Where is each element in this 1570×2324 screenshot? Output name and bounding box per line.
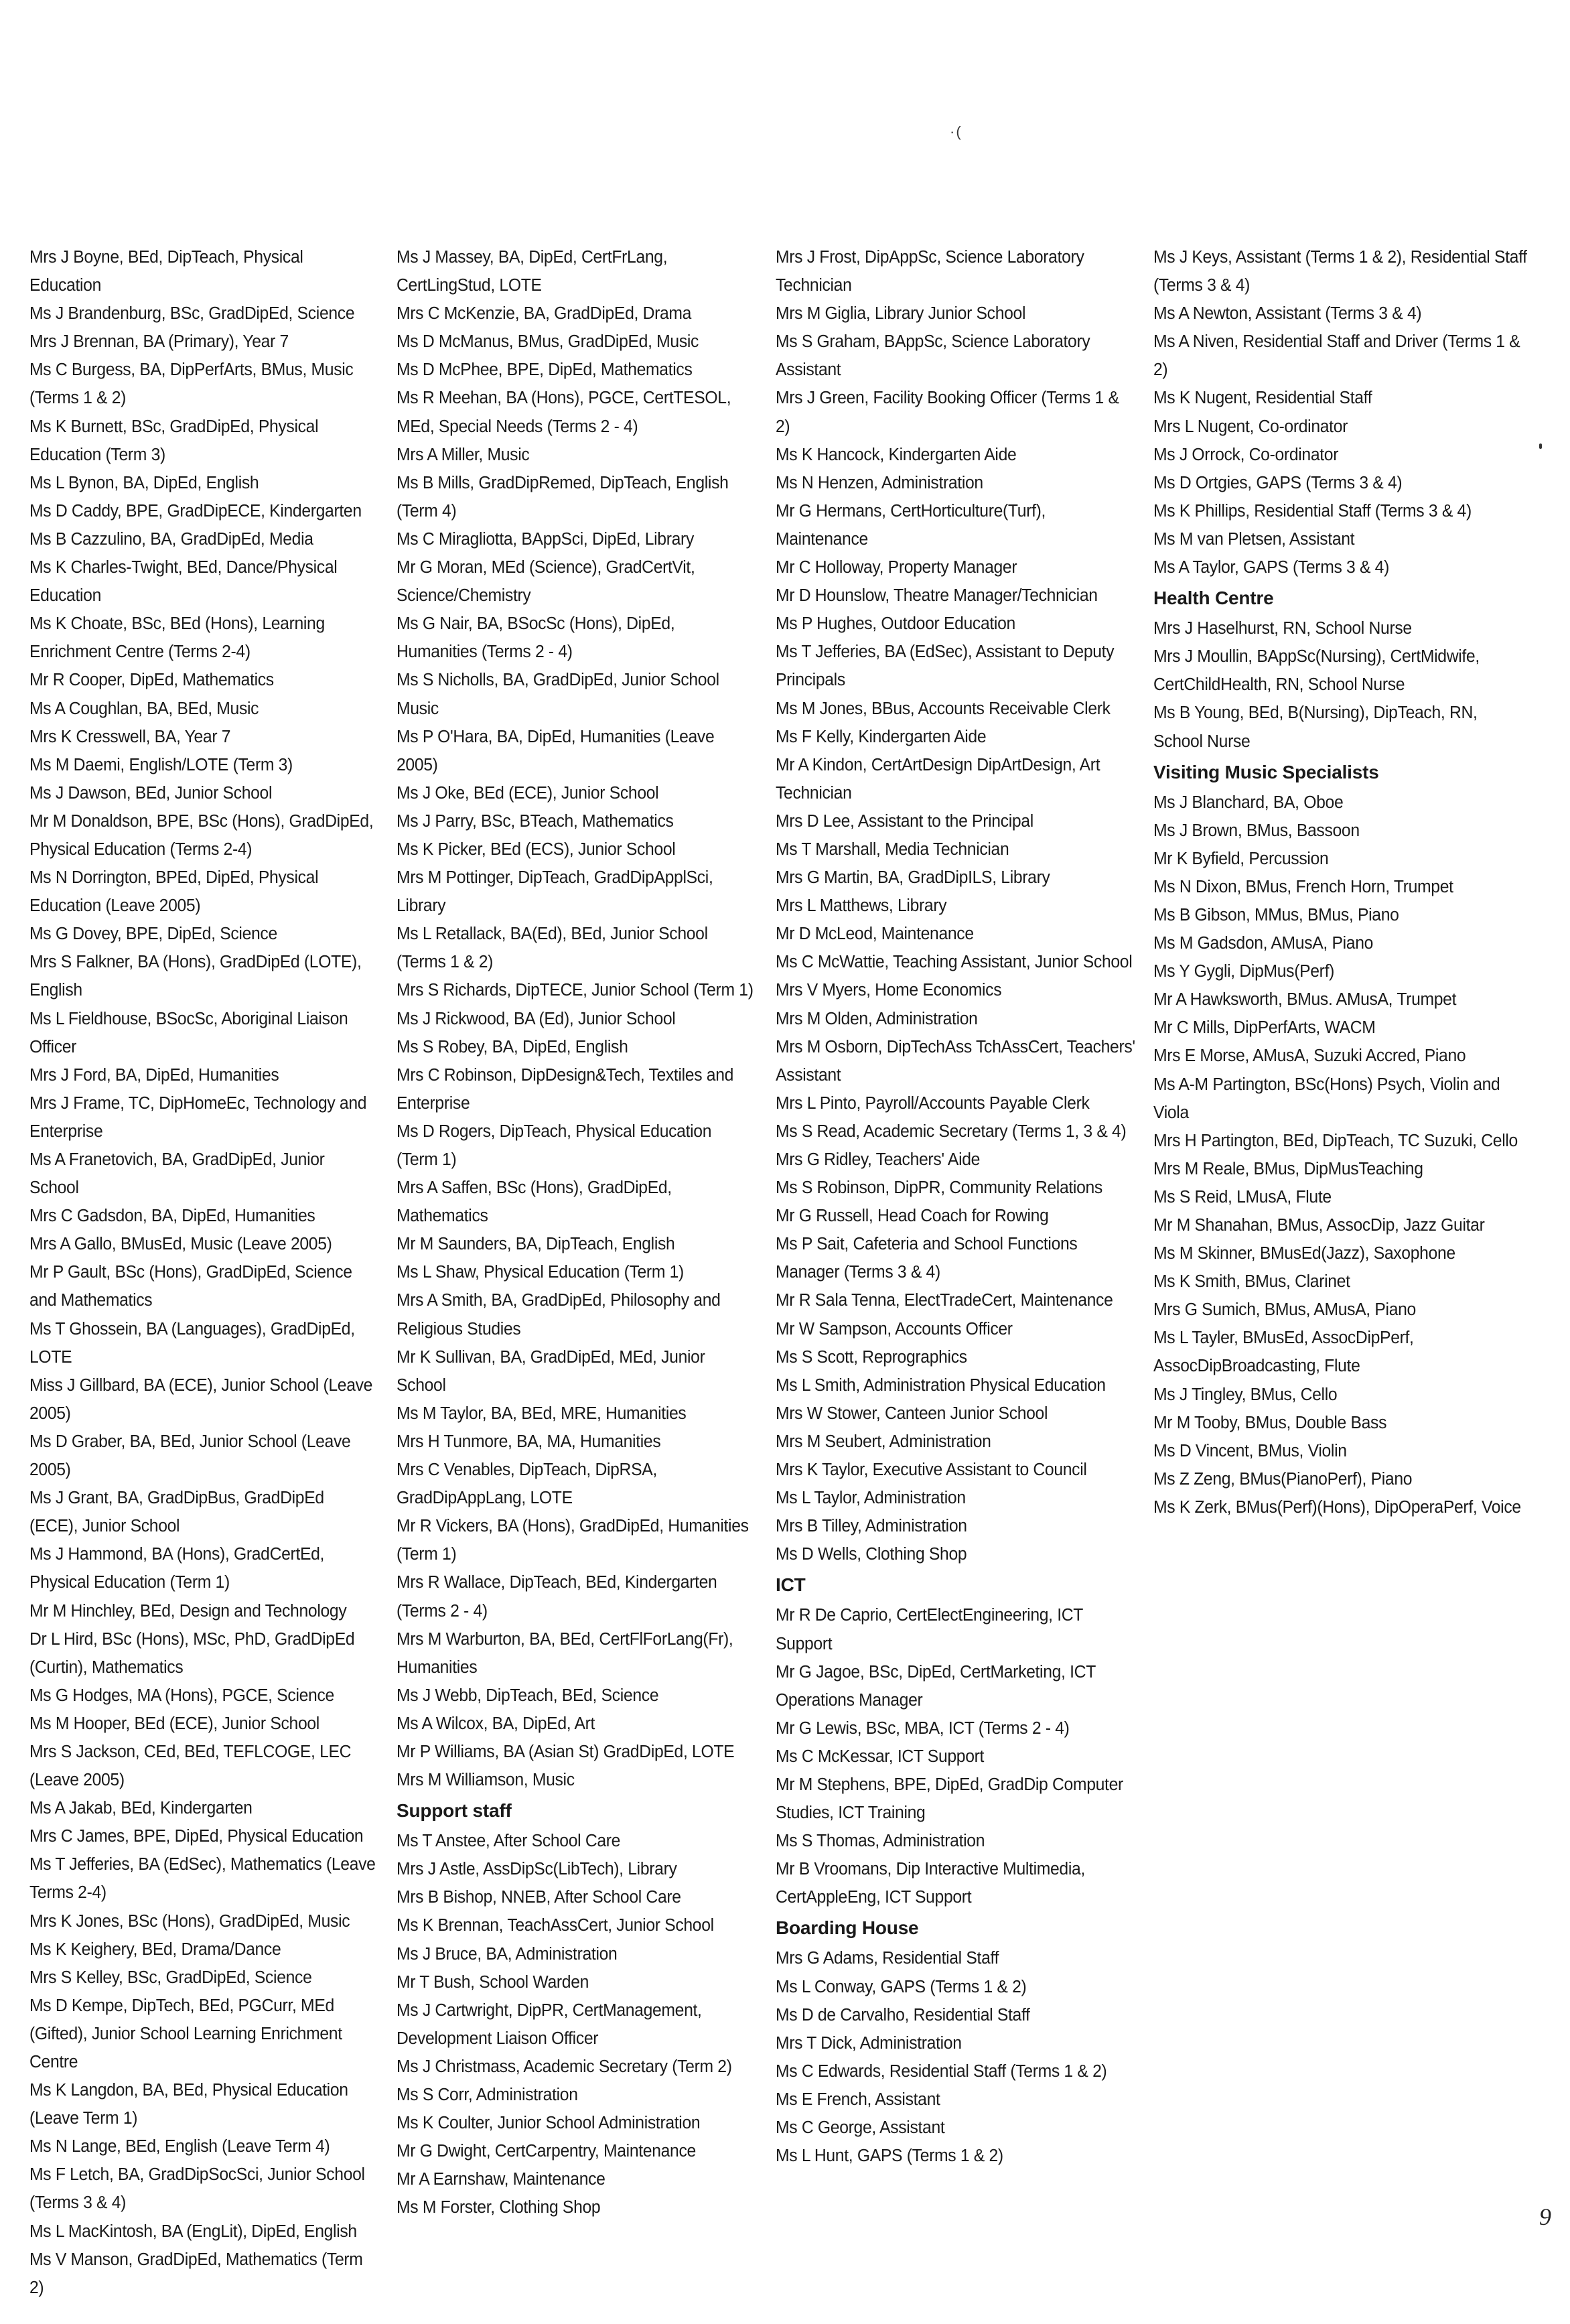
staff-entry: Ms K Choate, BSc, BEd (Hons), Learning Enrichment Centre (Terms 2-4) [29, 613, 325, 662]
staff-entry: Ms A Taylor, GAPS (Terms 3 & 4) [1153, 557, 1390, 577]
staff-entry: Ms K Phillips, Residential Staff (Terms 3 & 4) [1153, 500, 1472, 521]
staff-entry: Ms P Sait, Cafeteria and School Functions Manager (Terms 3 & 4) [776, 1233, 1078, 1282]
staff-entry: Ms M Skinner, BMusEd(Jazz), Saxophone [1153, 1243, 1455, 1263]
staff-entry: Ms F Kelly, Kindergarten Aide [776, 726, 987, 746]
staff-entry: Ms N Henzen, Administration [776, 472, 983, 492]
staff-entry: Ms T Anstee, After School Care [397, 1830, 621, 1851]
staff-entry: Ms A Niven, Residential Staff and Driver (Terms 1 & 2) [1153, 331, 1520, 380]
staff-entry: Mrs M Williamson, Music [397, 1769, 575, 1790]
staff-entry: Mr C Mills, DipPerfArts, WACM [1153, 1017, 1376, 1038]
staff-entry: Ms L Shaw, Physical Education (Term 1) [397, 1261, 684, 1282]
staff-entry: Mr A Hawksworth, BMus. AMusA, Trumpet [1153, 989, 1457, 1010]
staff-entry: Ms B Young, BEd, B(Nursing), DipTeach, RN, School Nurse [1153, 702, 1478, 751]
staff-entry: Mrs M Osborn, DipTechAss TchAssCert, Teachers' Assistant [776, 1036, 1135, 1085]
staff-entry: Mr P Gault, BSc (Hons), GradDipEd, Science and Mathematics [29, 1261, 352, 1310]
staff-entry: Ms N Dixon, BMus, French Horn, Trumpet [1153, 876, 1453, 896]
staff-entry: Ms S Read, Academic Secretary (Terms 1, 3 & 4) [776, 1120, 1127, 1141]
staff-entry: Mrs A Gallo, BMusEd, Music (Leave 2005) [29, 1233, 332, 1254]
staff-entry: Mr A Kindon, CertArtDesign DipArtDesign, Art Technician [776, 754, 1100, 803]
staff-entry: Ms K Hancock, Kindergarten Aide [776, 443, 1017, 464]
staff-entry: Mrs C McKenzie, BA, GradDipEd, Drama [397, 303, 692, 324]
staff-entry: Ms B Cazzulino, BA, GradDipEd, Media [29, 528, 313, 549]
staff-entry: Mr M Donaldson, BPE, BSc (Hons), GradDipEd, Physical Education (Terms 2-4) [29, 810, 374, 859]
staff-entry: Mrs K Taylor, Executive Assistant to Council [776, 1459, 1087, 1480]
staff-entry: Mrs J Frame, TC, DipHomeEc, Technology and Enterprise [29, 1092, 367, 1141]
staff-entry: Mr M Stephens, BPE, DipEd, GradDip Computer Studies, ICT Training [776, 1773, 1123, 1823]
staff-entry: Ms B Mills, GradDipRemed, DipTeach, English (Term 4) [397, 472, 729, 521]
staff-entry: Mrs C Venables, DipTeach, DipRSA, GradDipAppLang, LOTE [397, 1459, 657, 1508]
staff-entry: Mrs E Morse, AMusA, Suzuki Accred, Piano [1153, 1045, 1466, 1066]
staff-entry: Mr A Earnshaw, Maintenance [397, 2169, 605, 2189]
staff-entry: Mr R Cooper, DipEd, Mathematics [29, 669, 274, 690]
staff-entry: Ms K Smith, BMus, Clarinet [1153, 1271, 1350, 1292]
staff-entry: Mrs A Miller, Music [397, 443, 530, 464]
staff-entry: Mrs C Gadsdon, BA, DipEd, Humanities [29, 1205, 315, 1226]
staff-entry: Ms D de Carvalho, Residential Staff [776, 2004, 1030, 2025]
staff-entry: Ms K Langdon, BA, BEd, Physical Education (Leave Term 1) [29, 2079, 348, 2128]
staff-entry: Mrs M Olden, Administration [776, 1008, 978, 1028]
staff-entry: Mrs G Martin, BA, GradDipILS, Library [776, 867, 1050, 888]
staff-entry: Ms Z Zeng, BMus(PianoPerf), Piano [1153, 1468, 1413, 1489]
staff-entry: Ms P O'Hara, BA, DipEd, Humanities (Leave 2005) [397, 726, 715, 774]
staff-entry: Mrs K Cresswell, BA, Year 7 [29, 726, 231, 746]
staff-entry: Mrs L Nugent, Co-ordinator [1153, 415, 1348, 436]
staff-entry: Ms J Bruce, BA, Administration [397, 1943, 618, 1964]
staff-entry: Mrs T Dick, Administration [776, 2032, 962, 2053]
staff-entry: Mr K Byfield, Percussion [1153, 847, 1329, 868]
staff-entry: Ms V Manson, GradDipEd, Mathematics (Term 2) [29, 2248, 363, 2297]
staff-entry: Mrs G Adams, Residential Staff [776, 1947, 999, 1968]
staff-entry: Ms J Brandenburg, BSc, GradDipEd, Science [29, 303, 355, 324]
staff-entry: Ms J Oke, BEd (ECE), Junior School [397, 782, 659, 803]
staff-entry: Mr R Vickers, BA (Hons), GradDipEd, Humanities (Term 1) [397, 1515, 749, 1564]
staff-entry: Mrs S Richards, DipTECE, Junior School (Term 1) [397, 979, 754, 1000]
staff-entry: Ms D Vincent, BMus, Violin [1153, 1440, 1347, 1460]
staff-entry: Ms L MacKintosh, BA (EngLit), DipEd, English [29, 2220, 357, 2241]
staff-entry: Mrs W Stower, Canteen Junior School [776, 1402, 1048, 1423]
staff-entry: Ms J Webb, DipTeach, BEd, Science [397, 1684, 659, 1705]
staff-entry: Mrs J Moullin, BAppSc(Nursing), CertMidwife, CertChildHealth, RN, School Nurse [1153, 646, 1480, 695]
section-heading: Support staff [397, 1800, 512, 1822]
staff-entry: Mr M Hinchley, BEd, Design and Technology [29, 1600, 347, 1621]
staff-entry: Mr M Saunders, BA, DipTeach, English [397, 1233, 675, 1254]
staff-entry: Ms K Keighery, BEd, Drama/Dance [29, 1938, 281, 1959]
staff-entry: Ms D McManus, BMus, GradDipEd, Music [397, 331, 699, 352]
staff-entry: Ms D Graber, BA, BEd, Junior School (Leave 2005) [29, 1430, 351, 1480]
staff-column-3 [776, 243, 1137, 2169]
staff-entry: Mrs L Matthews, Library [776, 895, 947, 916]
staff-entry: Mr P Williams, BA (Asian St) GradDipEd, LOTE [397, 1740, 735, 1761]
staff-entry: Ms S Robinson, DipPR, Community Relations [776, 1177, 1102, 1198]
staff-entry: Ms S Nicholls, BA, GradDipEd, Junior School Music [397, 669, 719, 718]
staff-entry: Mrs M Reale, BMus, DipMusTeaching [1153, 1158, 1423, 1178]
staff-entry: Mrs J Brennan, BA (Primary), Year 7 [29, 331, 289, 352]
staff-entry: Ms L Taylor, Administration [776, 1487, 966, 1508]
staff-entry: Ms J Brown, BMus, Bassoon [1153, 819, 1360, 840]
section-heading: Boarding House [776, 1917, 919, 1939]
staff-entry: Ms C Edwards, Residential Staff (Terms 1 & 2) [776, 2060, 1107, 2081]
staff-entry: Mr R Sala Tenna, ElectTradeCert, Maintenance [776, 1290, 1113, 1310]
staff-entry: Mrs S Kelley, BSc, GradDipEd, Science [29, 1966, 312, 1987]
staff-entry: Ms M van Pletsen, Assistant [1153, 528, 1355, 549]
staff-entry: Ms S Reid, LMusA, Flute [1153, 1186, 1332, 1207]
staff-entry: Ms B Gibson, MMus, BMus, Piano [1153, 904, 1399, 925]
staff-list-columns [0, 243, 1570, 2297]
staff-entry: Ms P Hughes, Outdoor Education [776, 613, 1015, 634]
staff-entry: Ms M Forster, Clothing Shop [397, 2197, 601, 2217]
staff-entry: Ms D McPhee, BPE, DipEd, Mathematics [397, 359, 693, 380]
staff-entry: Ms T Jefferies, BA (EdSec), Mathematics (Leave Terms 2-4) [29, 1854, 376, 1903]
staff-entry: Ms A Wilcox, BA, DipEd, Art [397, 1712, 595, 1733]
staff-entry: Ms N Lange, BEd, English (Leave Term 4) [29, 2136, 330, 2157]
staff-entry: Ms D Caddy, BPE, GradDipECE, Kindergarten [29, 500, 362, 521]
staff-entry: Mrs J Green, Facility Booking Officer (Terms 1 & 2) [776, 387, 1119, 436]
staff-entry: Ms K Burnett, BSc, GradDipEd, Physical Education (Term 3) [29, 415, 319, 464]
staff-entry: Ms K Zerk, BMus(Perf)(Hons), DipOperaPerf, Voice [1153, 1496, 1521, 1517]
staff-entry: Mrs C James, BPE, DipEd, Physical Education [29, 1826, 364, 1846]
staff-entry: Ms S Corr, Administration [397, 2084, 578, 2104]
staff-entry: Ms J Massey, BA, DipEd, CertFrLang, CertLingStud, LOTE [397, 247, 668, 295]
margin-mark [1539, 443, 1542, 449]
staff-entry: Ms K Picker, BEd (ECS), Junior School [397, 838, 676, 859]
staff-entry: Mrs C Robinson, DipDesign&Tech, Textiles and Enterprise [397, 1064, 734, 1113]
section-heading: Health Centre [1153, 588, 1274, 609]
staff-entry: Ms T Marshall, Media Technician [776, 838, 1009, 859]
staff-entry: Ms G Hodges, MA (Hons), PGCE, Science [29, 1684, 334, 1705]
staff-entry: Ms S Graham, BAppSc, Science Laboratory Assistant [776, 331, 1090, 380]
staff-entry: Ms J Grant, BA, GradDipBus, GradDipEd (ECE), Junior School [29, 1487, 324, 1536]
staff-entry: Mrs M Giglia, Library Junior School [776, 303, 1026, 324]
section-heading: ICT [776, 1574, 806, 1596]
staff-entry: Ms L Bynon, BA, DipEd, English [29, 472, 259, 492]
staff-entry: Mr G Russell, Head Coach for Rowing [776, 1205, 1049, 1226]
staff-entry: Mrs B Tilley, Administration [776, 1515, 967, 1536]
staff-entry: Mr G Hermans, CertHorticulture(Turf), Maintenance [776, 500, 1046, 549]
staff-entry: Ms J Dawson, BEd, Junior School [29, 782, 273, 803]
staff-entry: Ms J Keys, Assistant (Terms 1 & 2), Residential Staff (Terms 3 & 4) [1153, 247, 1527, 295]
staff-entry: Ms J Tingley, BMus, Cello [1153, 1383, 1338, 1404]
staff-entry: Mrs A Smith, BA, GradDipEd, Philosophy and Religious Studies [397, 1290, 721, 1339]
staff-entry: Ms F Letch, BA, GradDipSocSci, Junior School (Terms 3 & 4) [29, 2164, 365, 2213]
staff-entry: Ms L Tayler, BMusEd, AssocDipPerf, AssocDipBroadcasting, Flute [1153, 1327, 1414, 1376]
staff-entry: Ms J Blanchard, BA, Oboe [1153, 791, 1344, 812]
staff-entry: Mrs M Warburton, BA, BEd, CertFlForLang(Fr), Humanities [397, 1628, 733, 1677]
staff-entry: Mrs G Sumich, BMus, AMusA, Piano [1153, 1299, 1416, 1320]
staff-entry: Mrs M Pottinger, DipTeach, GradDipApplSci, Library [397, 867, 713, 916]
staff-entry: Ms M Daemi, English/LOTE (Term 3) [29, 754, 293, 774]
staff-entry: Ms M Hooper, BEd (ECE), Junior School [29, 1712, 319, 1733]
staff-entry: Mrs J Haselhurst, RN, School Nurse [1153, 618, 1412, 638]
staff-entry: Ms C McKessar, ICT Support [776, 1745, 985, 1766]
staff-entry: Ms D Ortgies, GAPS (Terms 3 & 4) [1153, 472, 1403, 492]
staff-entry: Mrs J Astle, AssDipSc(LibTech), Library [397, 1858, 677, 1879]
staff-entry: Ms D Kempe, DipTech, BEd, PGCurr, MEd (Gifted), Junior School Learning Enrichment Centre [29, 1994, 342, 2071]
staff-entry: Ms D Wells, Clothing Shop [776, 1544, 967, 1564]
staff-entry: Mrs G Ridley, Teachers' Aide [776, 1149, 981, 1169]
staff-entry: Ms L Hunt, GAPS (Terms 1 & 2) [776, 2145, 1003, 2166]
section-heading: Visiting Music Specialists [1153, 761, 1379, 782]
staff-entry: Mr G Moran, MEd (Science), GradCertVit, Science/Chemistry [397, 557, 695, 606]
staff-entry: Mrs M Seubert, Administration [776, 1430, 991, 1451]
staff-entry: Ms A Coughlan, BA, BEd, Music [29, 697, 259, 718]
staff-entry: Ms Y Gygli, DipMus(Perf) [1153, 961, 1335, 981]
staff-entry: Ms K Nugent, Residential Staff [1153, 387, 1372, 408]
staff-entry: Mrs R Wallace, DipTeach, BEd, Kindergarten (Terms 2 - 4) [397, 1572, 717, 1621]
staff-entry: Ms S Scott, Reprographics [776, 1346, 967, 1367]
staff-entry: Ms J Parry, BSc, BTeach, Mathematics [397, 810, 674, 831]
staff-entry: Ms J Cartwright, DipPR, CertManagement, Development Liaison Officer [397, 1999, 702, 2048]
staff-entry: Ms T Ghossein, BA (Languages), GradDipEd, LOTE [29, 1318, 355, 1367]
staff-entry: Ms A Jakab, BEd, Kindergarten [29, 1797, 253, 1818]
staff-entry: Ms M Gadsdon, AMusA, Piano [1153, 933, 1374, 953]
staff-entry: Ms C Burgess, BA, DipPerfArts, BMus, Music (Terms 1 & 2) [29, 359, 354, 408]
staff-entry: Ms L Conway, GAPS (Terms 1 & 2) [776, 1976, 1027, 1996]
staff-entry: Mrs J Frost, DipAppSc, Science Laboratory Technician [776, 247, 1084, 295]
staff-entry: Mrs J Ford, BA, DipEd, Humanities [29, 1064, 279, 1085]
staff-entry: Mrs K Jones, BSc (Hons), GradDipEd, Music [29, 1910, 350, 1931]
staff-entry: Dr L Hird, BSc (Hons), MSc, PhD, GradDipEd (Curtin), Mathematics [29, 1628, 355, 1677]
staff-entry: Mr B Vroomans, Dip Interactive Multimedia, CertAppleEng, ICT Support [776, 1858, 1085, 1907]
staff-entry: Mrs J Boyne, BEd, DipTeach, Physical Education [29, 247, 303, 295]
staff-entry: Ms A Newton, Assistant (Terms 3 & 4) [1153, 303, 1422, 324]
staff-entry: Mrs H Tunmore, BA, MA, Humanities [397, 1430, 661, 1451]
staff-entry: Mr G Lewis, BSc, MBA, ICT (Terms 2 - 4) [776, 1717, 1070, 1738]
staff-entry: Mrs S Jackson, CEd, BEd, TEFLCOGE, LEC (Leave 2005) [29, 1740, 352, 1790]
staff-entry: Mr T Bush, School Warden [397, 1971, 589, 1992]
staff-entry: Ms S Robey, BA, DipEd, English [397, 1036, 628, 1056]
staff-entry: Mr D McLeod, Maintenance [776, 923, 974, 944]
staff-entry: Mr C Holloway, Property Manager [776, 557, 1017, 577]
staff-entry: Ms T Jefferies, BA (EdSec), Assistant to Deputy Principals [776, 641, 1115, 690]
staff-entry: Mrs V Myers, Home Economics [776, 979, 1002, 1000]
staff-entry: Mr G Dwight, CertCarpentry, Maintenance [397, 2140, 696, 2161]
staff-entry: Ms A-M Partington, BSc(Hons) Psych, Violin and Viola [1153, 1073, 1500, 1122]
staff-entry: Ms G Nair, BA, BSocSc (Hons), DipEd, Humanities (Terms 2 - 4) [397, 613, 675, 662]
staff-entry: Ms N Dorrington, BPEd, DipEd, Physical Education (Leave 2005) [29, 867, 319, 916]
staff-entry: Mr G Jagoe, BSc, DipEd, CertMarketing, ICT Operations Manager [776, 1661, 1096, 1710]
staff-column-1 [29, 243, 378, 2301]
top-scan-mark: ·( [950, 123, 962, 140]
staff-entry: Ms L Fieldhouse, BSocSc, Aboriginal Liaison Officer [29, 1008, 348, 1056]
staff-entry: Ms M Jones, BBus, Accounts Receivable Clerk [776, 697, 1111, 718]
staff-entry: Ms J Christmass, Academic Secretary (Term 2) [397, 2055, 732, 2076]
staff-entry: Ms C George, Assistant [776, 2117, 945, 2137]
staff-entry: Ms K Coulter, Junior School Administration [397, 2112, 701, 2133]
staff-entry: Ms L Smith, Administration Physical Education [776, 1374, 1106, 1395]
staff-entry: Mrs B Bishop, NNEB, After School Care [397, 1887, 681, 1907]
staff-entry: Mrs L Pinto, Payroll/Accounts Payable Clerk [776, 1092, 1090, 1113]
staff-entry: Mr K Sullivan, BA, GradDipEd, MEd, Junior School [397, 1346, 705, 1395]
staff-entry: Ms J Hammond, BA (Hons), GradCertEd, Physical Education (Term 1) [29, 1544, 325, 1592]
staff-entry: Mr D Hounslow, Theatre Manager/Technician [776, 585, 1098, 606]
staff-entry: Mrs S Falkner, BA (Hons), GradDipEd (LOTE), English [29, 951, 362, 1000]
staff-column-2 [397, 243, 758, 2221]
staff-entry: Miss J Gillbard, BA (ECE), Junior School (Leave 2005) [29, 1374, 373, 1423]
staff-entry: Ms D Rogers, DipTeach, Physical Education (Term 1) [397, 1120, 712, 1169]
staff-entry: Ms M Taylor, BA, BEd, MRE, Humanities [397, 1402, 687, 1423]
staff-entry: Mrs H Partington, BEd, DipTeach, TC Suzuki, Cello [1153, 1130, 1518, 1150]
staff-entry: Ms J Rickwood, BA (Ed), Junior School [397, 1008, 676, 1028]
staff-entry: Ms G Dovey, BPE, DipEd, Science [29, 923, 277, 944]
staff-entry: Ms K Brennan, TeachAssCert, Junior School [397, 1915, 714, 1935]
staff-entry: Ms R Meehan, BA (Hons), PGCE, CertTESOL, MEd, Special Needs (Terms 2 - 4) [397, 387, 731, 436]
staff-entry: Mr M Shanahan, BMus, AssocDip, Jazz Guitar [1153, 1215, 1485, 1235]
staff-entry: Ms J Orrock, Co-ordinator [1153, 443, 1339, 464]
staff-entry: Ms C McWattie, Teaching Assistant, Junior School [776, 951, 1133, 972]
staff-entry: Mrs A Saffen, BSc (Hons), GradDipEd, Mathematics [397, 1177, 672, 1226]
staff-entry: Ms S Thomas, Administration [776, 1830, 985, 1851]
staff-entry: Ms A Franetovich, BA, GradDipEd, Junior School [29, 1149, 325, 1198]
staff-column-4 [1153, 243, 1528, 1521]
staff-entry: Mr W Sampson, Accounts Officer [776, 1318, 1013, 1339]
staff-entry: Ms E French, Assistant [776, 2088, 940, 2109]
staff-entry: Ms L Retallack, BA(Ed), BEd, Junior School (Terms 1 & 2) [397, 923, 708, 972]
staff-entry: Ms C Miragliotta, BAppSci, DipEd, Library [397, 528, 694, 549]
staff-entry: Ms K Charles-Twight, BEd, Dance/Physical Education [29, 557, 338, 606]
staff-entry: Mr R De Caprio, CertElectEngineering, ICT Support [776, 1604, 1083, 1653]
staff-entry: Mr M Tooby, BMus, Double Bass [1153, 1412, 1387, 1432]
page-number: 9 [1539, 2203, 1551, 2230]
staff-entry: Mrs D Lee, Assistant to the Principal [776, 810, 1033, 831]
